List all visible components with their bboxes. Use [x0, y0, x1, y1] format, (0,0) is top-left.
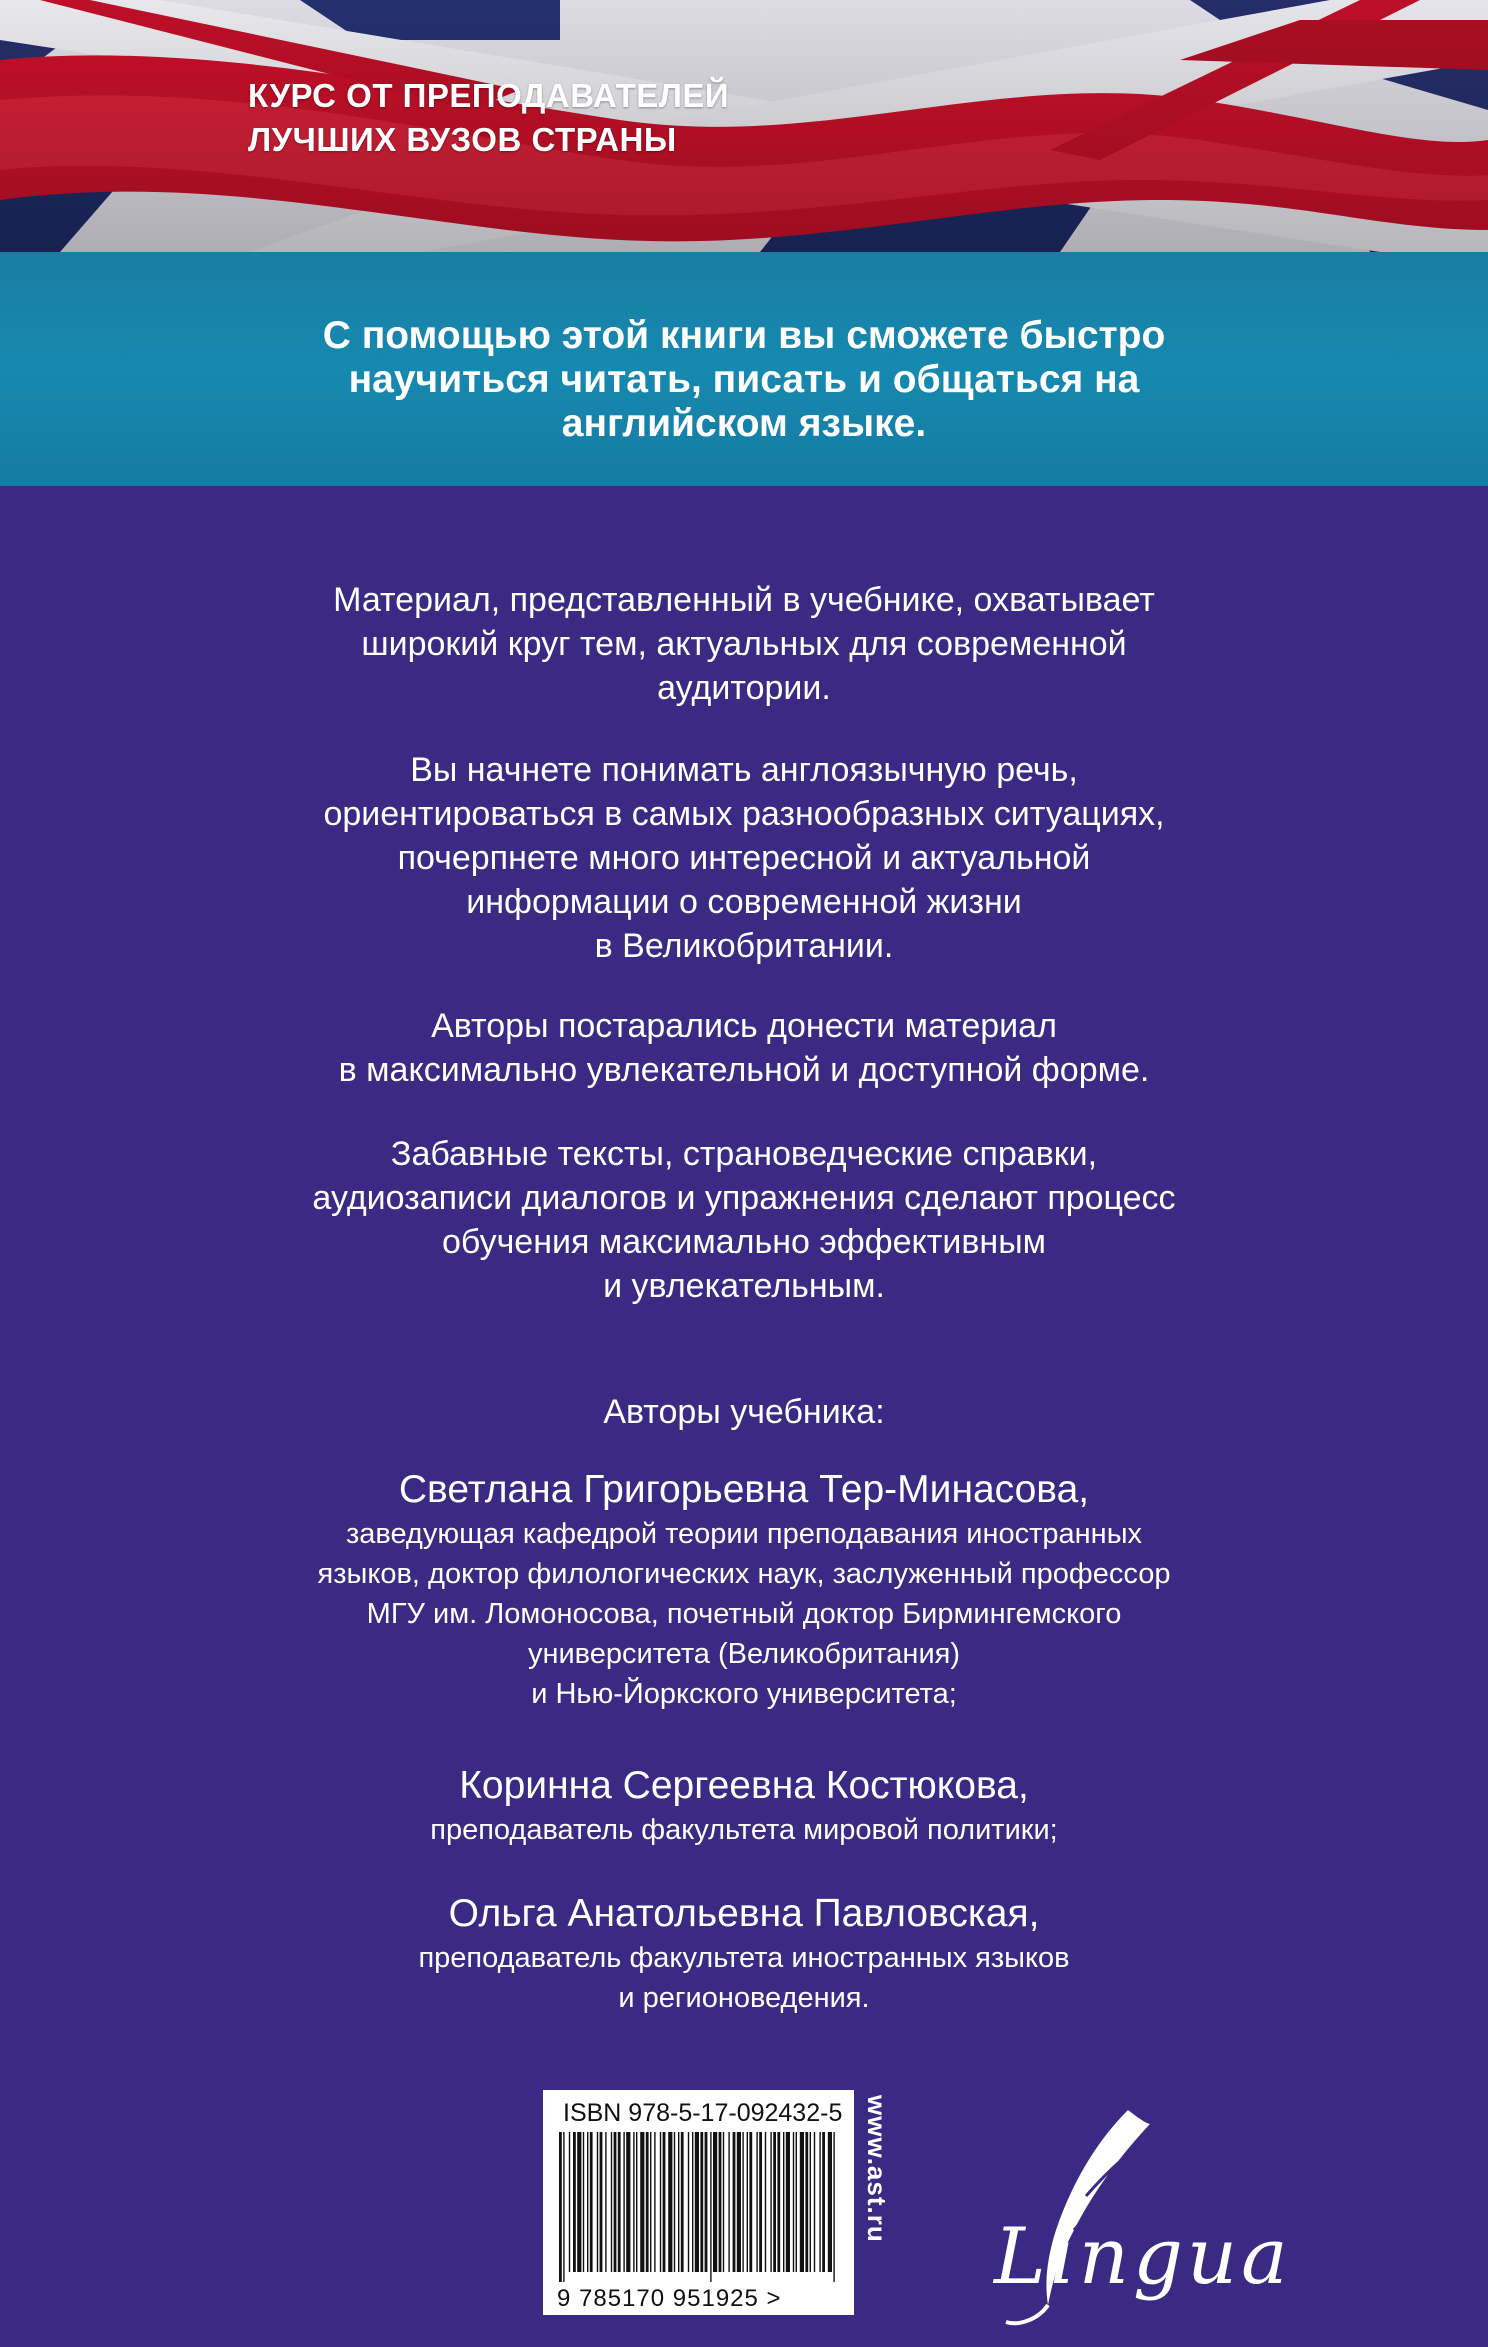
- barcode-bar: [559, 2132, 562, 2282]
- barcode-bar: [810, 2132, 811, 2272]
- author-ter-minasova: [0, 1466, 1488, 1714]
- lead-line: научиться читать, писать и общаться на: [348, 358, 1140, 401]
- union-jack-flag-graphic: [0, 0, 1488, 252]
- barcode-bar: [597, 2132, 598, 2272]
- description-paragraph-4: [0, 1132, 1488, 1308]
- barcode-bar: [650, 2132, 651, 2272]
- barcode-bar: [654, 2132, 655, 2272]
- barcode-bar: [773, 2132, 776, 2272]
- author-bio: [0, 1938, 1488, 2018]
- barcode-bar: [587, 2132, 588, 2272]
- description-paragraph-1: [0, 578, 1488, 710]
- lead-line: С помощью этой книги вы сможете быстро: [322, 314, 1166, 357]
- author-name: Коринна Сергеевна Костюкова,: [459, 1764, 1029, 1807]
- barcode-bar: [577, 2132, 581, 2272]
- barcode-bar: [663, 2132, 666, 2272]
- author-name: Светлана Григорьевна Тер-Минасова,: [398, 1468, 1090, 1511]
- author-bio: [0, 1514, 1488, 1714]
- website-text: www.ast.ru: [862, 2095, 892, 2243]
- barcode-bar: [819, 2132, 820, 2272]
- lead-banner: [0, 252, 1488, 486]
- bio-line: университета (Великобритания): [527, 1638, 961, 1670]
- description-section: [0, 486, 1488, 2347]
- barcode-bar: [611, 2132, 612, 2272]
- authors-heading: Авторы учебника:: [603, 1393, 885, 1431]
- barcode-bar: [573, 2132, 576, 2272]
- author-name: Ольга Анатольевна Павловская,: [448, 1892, 1040, 1935]
- barcode-bar: [674, 2132, 675, 2272]
- paragraph-line: Вы начнете понимать англоязычную речь,: [410, 751, 1078, 789]
- barcode-bar: [623, 2132, 624, 2272]
- barcode-bar: [563, 2132, 564, 2282]
- description-paragraph-3: [0, 1004, 1488, 1092]
- barcode-bar: [633, 2132, 634, 2272]
- paragraph-line: аудиозаписи диалогов и упражнения сделают процесс: [312, 1179, 1176, 1217]
- paragraph-line: в Великобритании.: [594, 927, 894, 965]
- author-bio: [0, 1810, 1488, 1850]
- paragraph-line: ориентироваться в самых разнообразных ситуациях,: [323, 795, 1165, 833]
- barcode-bar: [700, 2132, 703, 2272]
- isbn-number: ISBN 978-5-17-092432-5: [563, 2099, 843, 2127]
- lead-text: [0, 314, 1488, 446]
- lead-line: английском языке.: [561, 402, 927, 445]
- barcode-bar: [605, 2132, 606, 2272]
- barcode-bar: [759, 2132, 762, 2272]
- barcode-bar: [692, 2132, 693, 2272]
- barcode-bar: [777, 2132, 780, 2272]
- barcode-bar: [723, 2132, 724, 2272]
- barcode-bar: [814, 2132, 815, 2272]
- logo-wordmark: Lingua: [994, 2212, 1292, 2302]
- paragraph-line: аудитории.: [657, 669, 831, 707]
- barcode-bar: [668, 2132, 672, 2272]
- barcode-bar: [749, 2132, 752, 2272]
- barcode-bar: [756, 2132, 757, 2272]
- bio-line: МГУ им. Ломоносова, почетный доктор Бирмингемского: [366, 1598, 1122, 1630]
- barcode-bar: [747, 2132, 748, 2272]
- barcode-bar: [783, 2132, 784, 2272]
- paragraph-line: широкий круг тем, актуальных для современной: [361, 625, 1127, 663]
- barcode-bar: [828, 2132, 832, 2272]
- publisher-website: [862, 2095, 898, 2315]
- barcode-bar: [833, 2132, 834, 2282]
- barcode-bar: [646, 2132, 649, 2272]
- barcode-bar: [626, 2132, 630, 2272]
- barcode-bar: [770, 2132, 771, 2272]
- bio-line: языков, доктор филологических наук, заслуженный профессор: [317, 1558, 1171, 1590]
- paragraph-line: и увлекательным.: [603, 1267, 885, 1305]
- paragraph-line: почерпнете много интересной и актуальной: [397, 839, 1091, 877]
- paragraph-line: Забавные тексты, страноведческие справки,: [390, 1135, 1098, 1173]
- barcode-bar: [614, 2132, 617, 2272]
- barcode-bar: [733, 2132, 736, 2272]
- barcode-bar: [681, 2132, 684, 2272]
- tagline-line: ЛУЧШИХ ВУЗОВ СТРАНЫ: [248, 121, 677, 158]
- barcode-bar: [719, 2132, 722, 2272]
- barcode-bar: [590, 2132, 593, 2272]
- bio-line: и регионоведения.: [618, 1982, 870, 2014]
- barcode-bar: [583, 2132, 584, 2272]
- barcode-bar: [805, 2132, 808, 2272]
- barcode-bar: [728, 2132, 729, 2272]
- tagline-line: КУРС ОТ ПРЕПОДАВАТЕЛЕЙ: [248, 77, 730, 114]
- barcode-bar: [695, 2132, 699, 2272]
- author-pavlovskaya: [0, 1890, 1488, 2018]
- barcode-bar: [765, 2132, 766, 2272]
- barcode-bar: [678, 2132, 679, 2272]
- lingua-logo: [978, 2100, 1298, 2330]
- barcode-bar: [600, 2132, 603, 2272]
- barcode-bar: [688, 2132, 689, 2272]
- barcode-bar: [705, 2132, 708, 2272]
- barcode-bar: [742, 2132, 743, 2272]
- bio-line: преподаватель факультета мировой политики;: [430, 1814, 1058, 1846]
- description-paragraph-2: [0, 748, 1488, 968]
- isbn-barcode: [543, 2090, 854, 2315]
- union-jack-banner: [0, 0, 1488, 252]
- bio-line: преподаватель факультета иностранных языков: [418, 1942, 1070, 1974]
- paragraph-line: обучения максимально эффективным: [441, 1223, 1047, 1261]
- barcode-bar: [710, 2132, 711, 2282]
- barcode-bar: [796, 2132, 797, 2272]
- barcode-bar: [713, 2132, 717, 2272]
- author-kostyukova: [0, 1762, 1488, 1850]
- barcode-bar: [800, 2132, 804, 2272]
- paragraph-line: в максимально увлекательной и доступной форме.: [338, 1051, 1150, 1089]
- barcode-bar: [660, 2132, 661, 2272]
- ean-number: 9 785170 951925 >: [557, 2285, 782, 2312]
- bio-line: заведующая кафедрой теории преподавания иностранных: [345, 1518, 1143, 1550]
- paragraph-line: информации о современной жизни: [466, 883, 1022, 921]
- barcode-bar: [793, 2132, 794, 2272]
- barcode-bar: [737, 2132, 741, 2272]
- barcode-bars: [557, 2132, 840, 2282]
- barcode-bar: [636, 2132, 637, 2272]
- barcode-bar: [640, 2132, 644, 2272]
- barcode-bar: [822, 2132, 825, 2272]
- paragraph-line: Авторы постарались донести материал: [431, 1007, 1057, 1045]
- bio-line: и Нью-Йоркского университета;: [531, 1678, 957, 1710]
- barcode-bar: [618, 2132, 621, 2272]
- course-tagline: [248, 74, 729, 162]
- barcode-bar: [569, 2132, 570, 2272]
- paragraph-line: Материал, представленный в учебнике, охватывает: [333, 581, 1155, 619]
- barcode-bar: [786, 2132, 790, 2272]
